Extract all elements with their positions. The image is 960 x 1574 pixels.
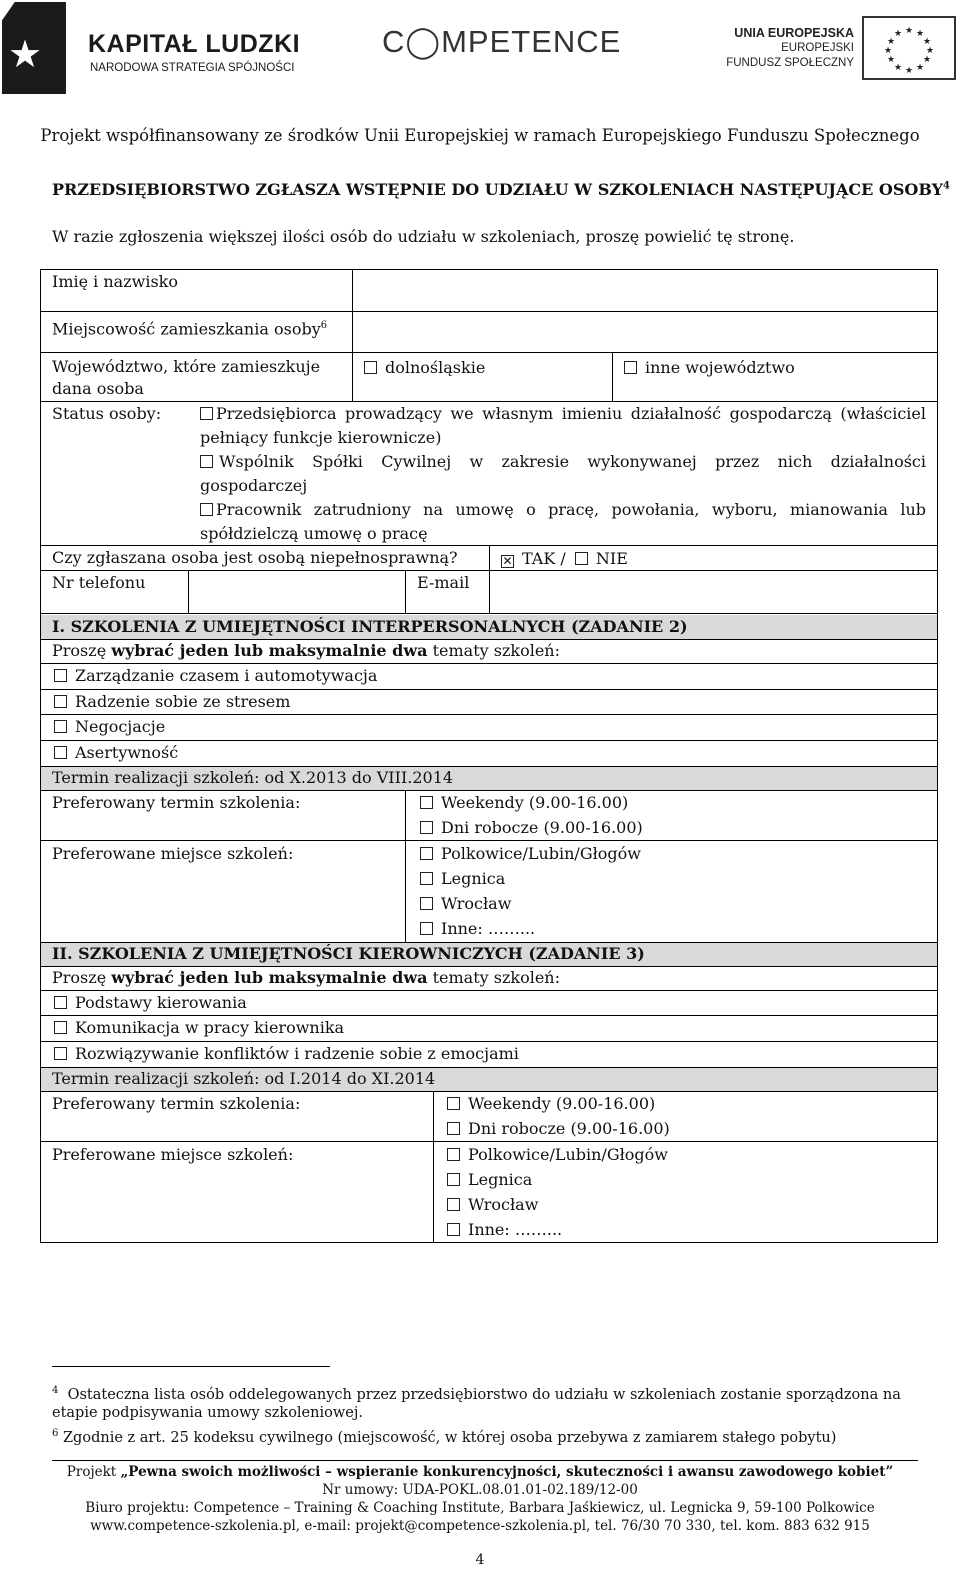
kl-title: KAPITAŁ LUDZKI	[88, 30, 301, 58]
svg-text:★: ★	[915, 63, 925, 73]
city-label: Miejscowość zamieszkania osoby$^6$	[52, 319, 328, 339]
checkbox-icon[interactable]	[420, 897, 433, 910]
form-title: PRZEDSIĘBIORSTWO ZGŁASZA WSTĘPNIE DO UDZIAŁU W SZKOLENIACH NASTĘPUJĄCE OSOBY$^4$	[52, 180, 950, 199]
form-instruction: W razie zgłoszenia większej ilości osób do udziału w szkoleniach, proszę powielić tę stronę.	[52, 227, 795, 246]
section2-pref-term-option[interactable]: Dni robocze (9.00-16.00)	[447, 1119, 670, 1139]
checkbox-icon[interactable]	[420, 922, 433, 935]
section2-place-option[interactable]: Inne: ……...	[447, 1220, 562, 1240]
checkbox-icon[interactable]	[364, 361, 377, 374]
svg-text:★: ★	[886, 37, 896, 47]
section1-topic[interactable]: Negocjacje	[54, 717, 165, 737]
voivodeship-label-line2: dana osoba	[52, 379, 144, 398]
checkbox-icon[interactable]	[54, 695, 67, 708]
eu-line-3: FUNDUSZ SPOŁECZNY	[726, 57, 854, 69]
checkbox-icon[interactable]	[200, 407, 213, 420]
checkbox-icon[interactable]	[447, 1198, 460, 1211]
email-field[interactable]	[491, 572, 936, 612]
svg-text:★: ★	[893, 29, 903, 39]
svg-text:★: ★	[925, 46, 935, 56]
no-label: NIE	[595, 549, 628, 568]
checkbox-icon[interactable]	[54, 746, 67, 759]
competence-logo: C◯MPETENCE	[382, 24, 622, 59]
footnote-6: $^6$ Zgodnie z art. 25 kodeksu cywilnego (miejscowość, w której osoba przebywa z zamiarem stałego pobytu)	[52, 1428, 837, 1446]
checkbox-icon[interactable]	[575, 552, 588, 565]
checkbox-icon[interactable]	[200, 455, 213, 468]
status-option-entrepreneur[interactable]: Przedsiębiorca prowadzący we własnym imieniu działalność gospodarczą (właściciel	[200, 404, 926, 424]
section1-place-option[interactable]: Legnica	[420, 869, 505, 889]
section1-choose: Proszę wybrać jeden lub maksymalnie dwa tematy szkoleń:	[52, 641, 560, 660]
svg-text:★: ★	[922, 55, 932, 65]
status-option-partner-cont: gospodarczej	[200, 476, 308, 495]
disabled-question: Czy zgłaszana osoba jest osobą niepełnosprawną?	[52, 548, 458, 567]
status-option-employee-cont: spółdzielczą umowę o pracę	[200, 524, 428, 543]
checkbox-icon[interactable]	[447, 1097, 460, 1110]
section2-topic[interactable]: Podstawy kierowania	[54, 993, 247, 1013]
svg-text:★: ★	[886, 55, 896, 65]
eu-logo-text	[726, 26, 854, 71]
checkbox-icon[interactable]	[420, 872, 433, 885]
footer-divider	[52, 1460, 918, 1461]
yes-label: TAK	[522, 549, 556, 568]
section2-place-option[interactable]: Wrocław	[447, 1195, 538, 1215]
kapital-ludzki-logo	[2, 2, 312, 94]
section1-term: Termin realizacji szkoleń: od X.2013 do VIII.2014	[52, 768, 454, 787]
section2-place-option[interactable]: Polkowice/Lubin/Głogów	[447, 1145, 668, 1165]
status-label: Status osoby:	[52, 404, 162, 423]
section2-place-option[interactable]: Legnica	[447, 1170, 532, 1190]
section2-pref-term-option[interactable]: Weekendy (9.00-16.00)	[447, 1094, 655, 1114]
voivodeship-option-dolnoslaskie[interactable]: dolnośląskie	[364, 358, 485, 378]
voivodeship-label-line1: Województwo, które zamieszkuje	[52, 357, 321, 376]
status-option-partner[interactable]: Wspólnik Spółki Cywilnej w zakresie wykonywanej przez nich działalności	[200, 452, 926, 472]
separator: /	[560, 549, 566, 568]
section1-place-option[interactable]: Inne: ……...	[420, 919, 535, 939]
phone-field[interactable]	[190, 572, 404, 612]
footer-office: Biuro projektu: Competence – Training & Coaching Institute, Barbara Jaśkiewicz, ul. Legnicka 9, 59-100 Polkowice	[85, 1500, 875, 1516]
checkbox-icon[interactable]	[420, 796, 433, 809]
section1-topic[interactable]: Asertywność	[54, 743, 178, 763]
name-field[interactable]	[354, 271, 936, 310]
section2-title: II. SZKOLENIA Z UMIEJĘTNOŚCI KIEROWNICZYCH (ZADANIE 3)	[52, 944, 645, 963]
footnote-4-cont: etapie podpisywania umowy szkoleniowej.	[52, 1405, 363, 1421]
svg-text:★: ★	[883, 46, 893, 56]
section1-pref-term-option[interactable]: Dni robocze (9.00-16.00)	[420, 818, 643, 838]
section1-topic[interactable]: Zarządzanie czasem i automotywacja	[54, 666, 377, 686]
section2-choose: Proszę wybrać jeden lub maksymalnie dwa tematy szkoleń:	[52, 968, 560, 987]
checkbox-icon[interactable]	[447, 1173, 460, 1186]
footnote-4: $^4$ Ostateczna lista osób oddelegowanych przez przedsiębiorstwo do udziału w szkoleniach zostanie sporządzona na	[52, 1385, 901, 1403]
checkbox-icon[interactable]	[200, 503, 213, 516]
svg-text:★: ★	[922, 37, 932, 47]
city-field[interactable]	[354, 313, 936, 351]
section1-pref-term-option[interactable]: Weekendy (9.00-16.00)	[420, 793, 628, 813]
star-logo-icon	[2, 2, 66, 94]
svg-text:★: ★	[904, 66, 914, 76]
section1-topic[interactable]: Radzenie sobie ze stresem	[54, 692, 290, 712]
kl-subtitle: NARODOWA STRATEGIA SPÓJNOŚCI	[90, 62, 295, 74]
cofinancing-header: Projekt współfinansowany ze środków Unii Europejskiej w ramach Europejskiego Funduszu Społecznego	[40, 126, 920, 145]
eu-line-2: EUROPEJSKI	[781, 42, 854, 54]
svg-text:★: ★	[893, 63, 903, 73]
section1-pref-place-label: Preferowane miejsce szkoleń:	[52, 844, 294, 863]
section1-title: I. SZKOLENIA Z UMIEJĘTNOŚCI INTERPERSONALNYCH (ZADANIE 2)	[52, 617, 688, 636]
page-number: 4	[475, 1552, 485, 1568]
status-option-entrepreneur-cont: pełniący funkcje kierownicze)	[200, 428, 442, 447]
footnote-ref: 4	[943, 180, 950, 192]
checkbox-icon[interactable]	[447, 1148, 460, 1161]
voivodeship-option-other[interactable]: inne województwo	[624, 358, 795, 378]
footnote-divider	[52, 1366, 330, 1367]
checkbox-icon[interactable]	[447, 1122, 460, 1135]
eu-line-1: UNIA EUROPEJSKA	[734, 26, 854, 40]
svg-text:★: ★	[904, 26, 914, 36]
checkbox-icon[interactable]	[420, 821, 433, 834]
checkbox-icon[interactable]	[54, 996, 67, 1009]
section2-pref-place-label: Preferowane miejsce szkoleń:	[52, 1145, 294, 1164]
checkbox-icon[interactable]	[54, 720, 67, 733]
status-option-employee[interactable]: Pracownik zatrudniony na umowę o pracę, powołania, wyboru, mianowania lub	[200, 500, 926, 520]
checked-checkbox-icon[interactable]: ✕	[502, 554, 513, 568]
section1-place-option[interactable]: Wrocław	[420, 894, 511, 914]
svg-text:★: ★	[915, 29, 925, 39]
section1-place-option[interactable]: Polkowice/Lubin/Głogów	[420, 844, 641, 864]
disabled-answer[interactable]	[501, 549, 628, 569]
section1-pref-term-label: Preferowany termin szkolenia:	[52, 793, 301, 812]
phone-label: Nr telefonu	[52, 573, 146, 592]
footer-project: Projekt „Pewna swoich możliwości – wspieranie konkurencyjności, skuteczności i awansu zawodowego kobiet”	[66, 1464, 894, 1480]
section2-pref-term-label: Preferowany termin szkolenia:	[52, 1094, 301, 1113]
name-label: Imię i nazwisko	[52, 272, 178, 291]
checkbox-icon[interactable]	[624, 361, 637, 374]
checkbox-icon[interactable]	[54, 1047, 67, 1060]
footer-contract: Nr umowy: UDA-POKL.08.01.01-02.189/12-00	[322, 1482, 638, 1498]
checkbox-icon[interactable]	[447, 1223, 460, 1236]
checkbox-icon[interactable]	[420, 847, 433, 860]
section2-topic[interactable]: Komunikacja w pracy kierownika	[54, 1018, 344, 1038]
footer-contact: www.competence-szkolenia.pl, e-mail: projekt@competence-szkolenia.pl, tel. 76/30 70 330, tel. kom. 883 632 915	[90, 1518, 870, 1534]
email-label: E-mail	[417, 573, 470, 592]
section2-term: Termin realizacji szkoleń: od I.2014 do XI.2014	[52, 1069, 436, 1088]
eu-flag-icon	[862, 16, 956, 80]
checkbox-icon[interactable]	[54, 1021, 67, 1034]
checkbox-icon[interactable]	[54, 669, 67, 682]
footnote-ref: 6	[320, 320, 328, 331]
section2-topic[interactable]: Rozwiązywanie konfliktów i radzenie sobie z emocjami	[54, 1044, 519, 1064]
